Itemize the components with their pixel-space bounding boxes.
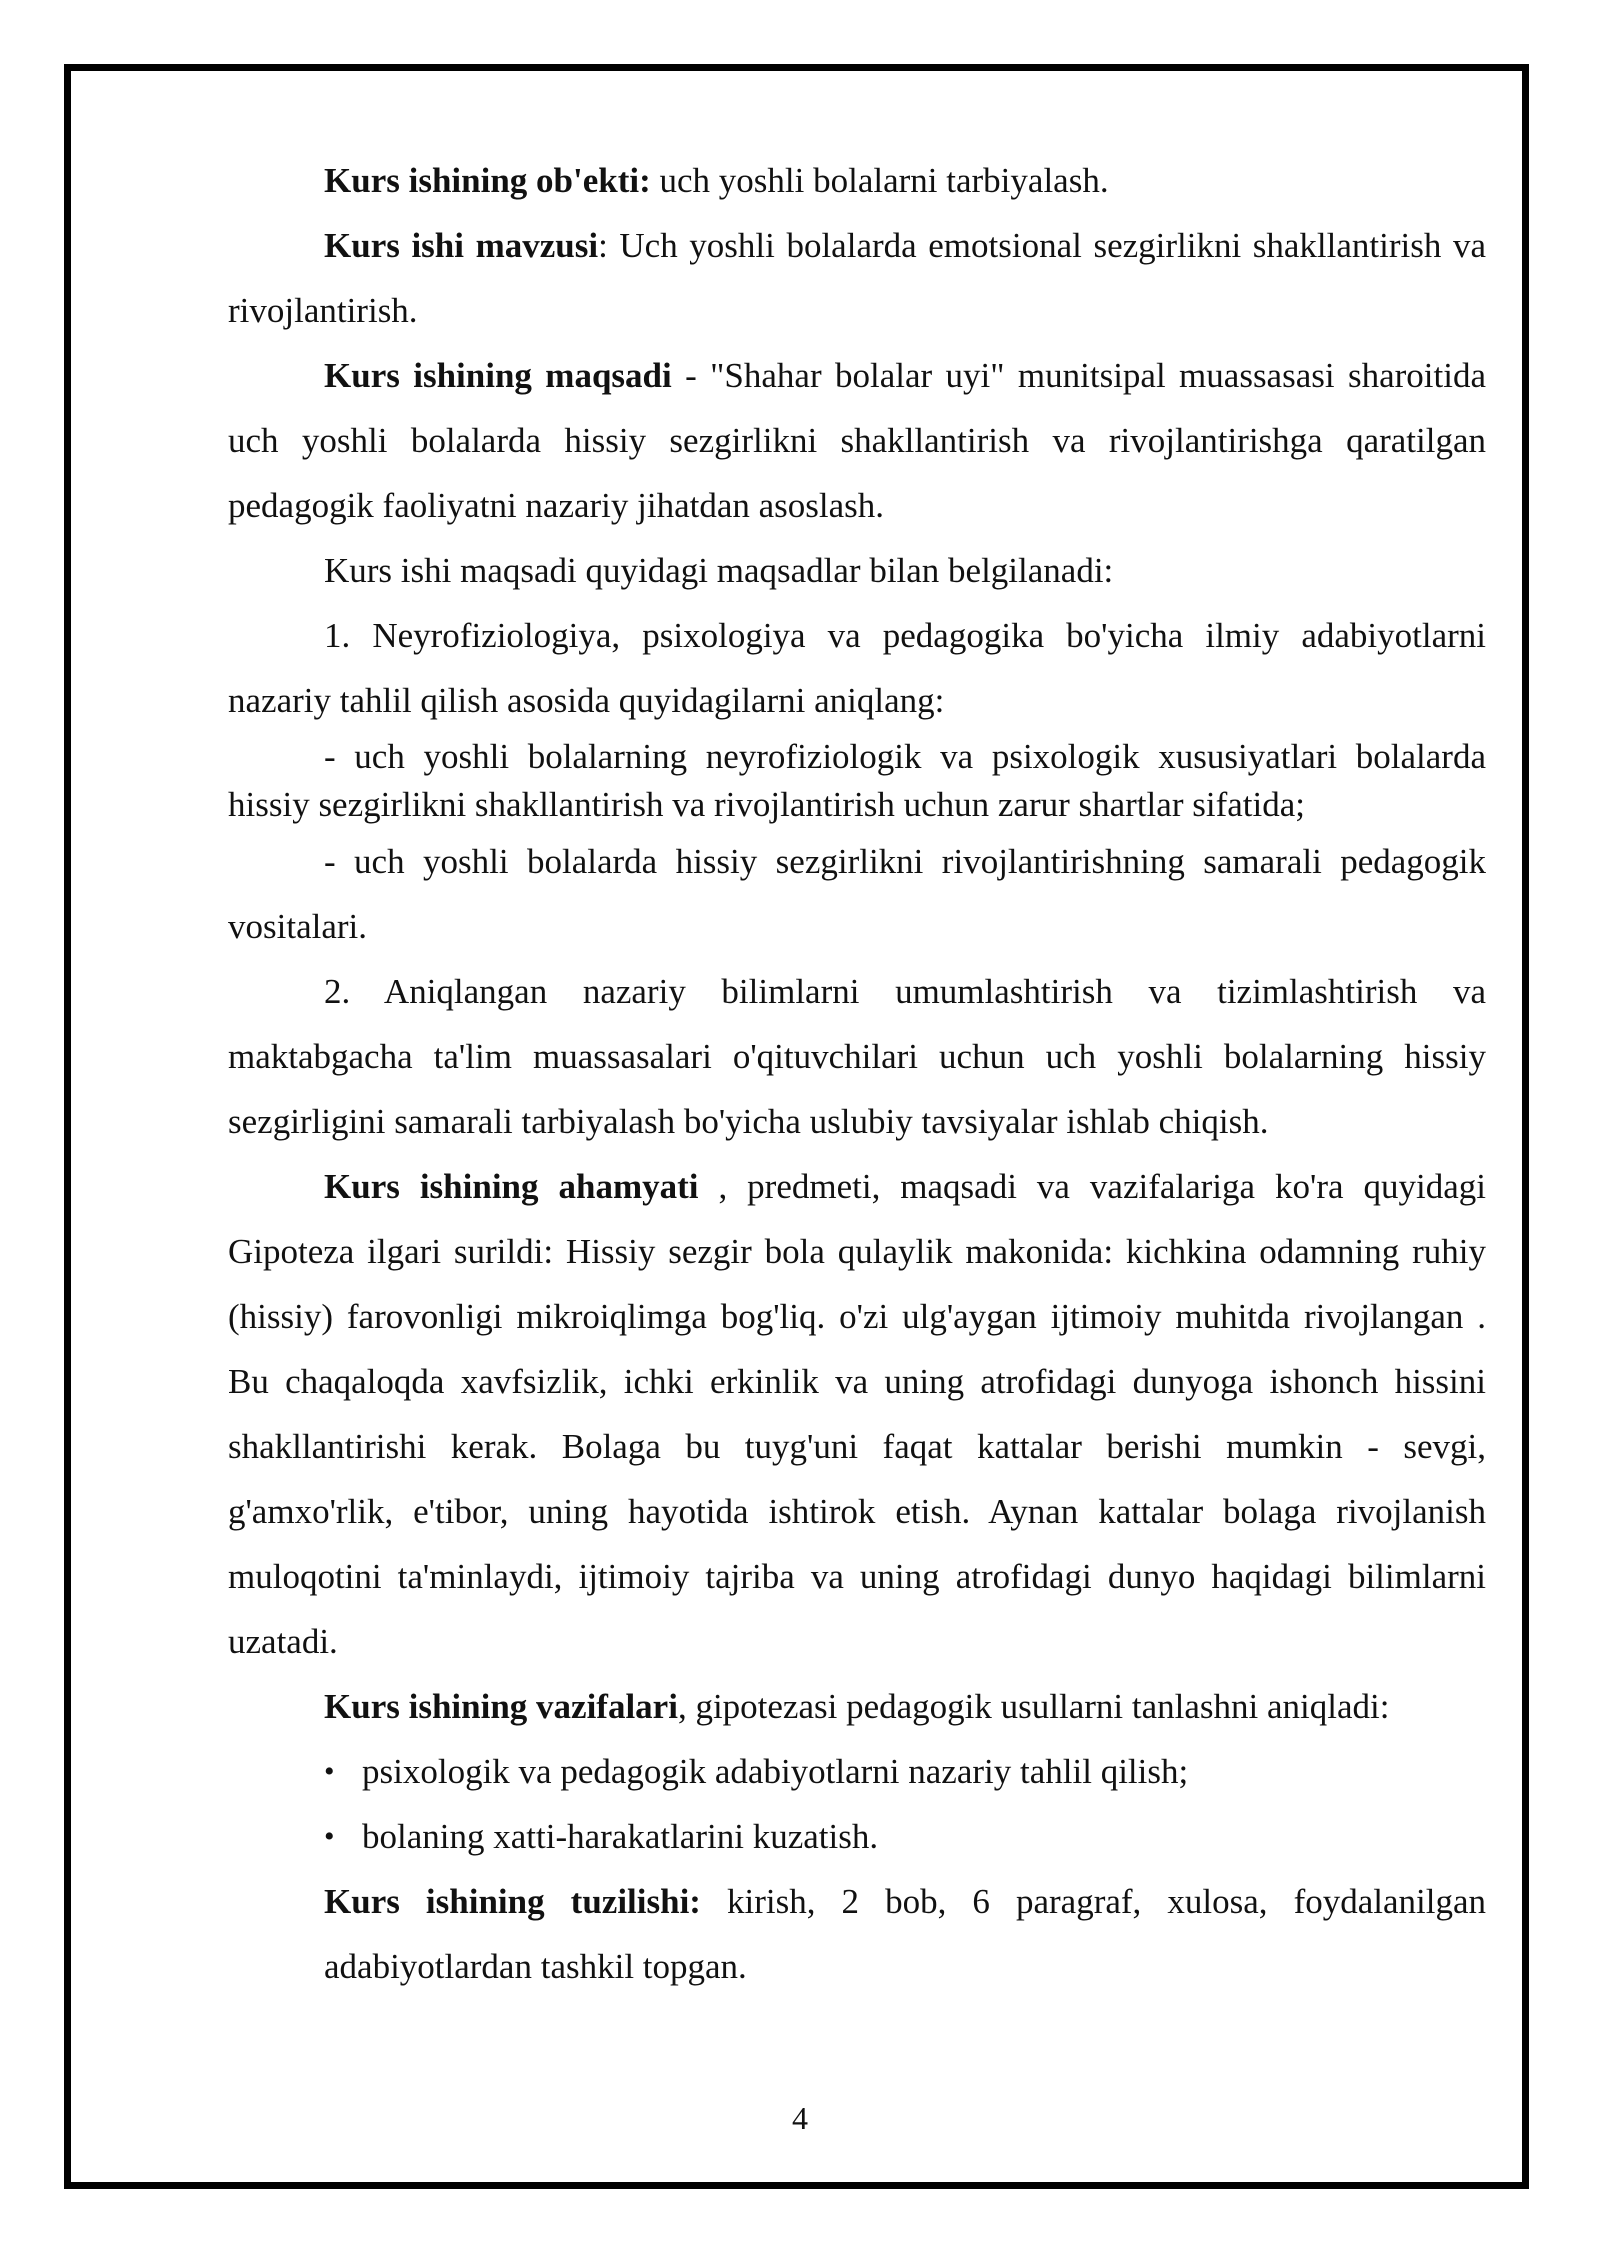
paragraph-text: , predmeti, maqsadi va vazifalariga ko'ra quyidagi Gipoteza ilgari surildi: Hissiy sezgir bola qulaylik makonida: kichkina odamning ruhiy (hissiy) farovonligi mikroiqlimga bog'liq. o'zi ulg'aygan ijtimoiy muhitda rivojlangan . Bu chaqaloqda xavfsizlik, ichki erkinlik va uning atrofidagi dunyoga ishonch hissini shakllantirishi kerak. Bolaga bu tuyg'uni faqat kattalar berishi mumkin - sevgi, g'amxo'rlik, e'tibor, uning hayotida ishtirok etish. Aynan kattalar bolaga rivojlanish muloqotini ta'minlaydi, ijtimoiy tajriba va uning atrofidagi dunyo haqidagi bilimlarni uzatadi.	[228, 1167, 1486, 1661]
paragraph-goals-intro: Kurs ishi maqsadi quyidagi maqsadlar bilan belgilanadi:	[324, 551, 1114, 590]
bullet-icon: •	[324, 1820, 335, 1853]
paragraph-text: : Uch yoshli bolalarda emotsional sezgirlikni shakllantirish va rivojlantirish.	[228, 226, 1486, 330]
list-item	[228, 1739, 1486, 1804]
list-item-text: bolaning xatti-harakatlarini kuzatish.	[362, 1817, 879, 1856]
paragraph-item-2: 2. Aniqlangan nazariy bilimlarni umumlashtirish va tizimlashtirish va maktabgacha ta'lim muassasalari o'qituvchilari uchun uch yoshli bolalarning hissiy sezgirligini samarali tarbiyalash bo'yicha uslubiy tavsiyalar ishlab chiqish.	[228, 972, 1486, 1141]
paragraph-text: - "Shahar bolalar uyi" munitsipal muassasasi sharoitida uch yoshli bolalarda hissiy sezgirlikni shakllantirish va rivojlantirishga qaratilgan pedagogik faoliyatni nazariy jihatdan asoslash.	[228, 356, 1486, 525]
list-item	[228, 1804, 1486, 1869]
bold-label: Kurs ishining ob'ekti:	[324, 161, 651, 200]
bold-label: Kurs ishining ahamyati	[324, 1167, 699, 1206]
page-number: 4	[792, 2100, 808, 2136]
paragraph-text: kirish, 2 bob, 6 paragraf, xulosa, foydalanilgan adabiyotlardan tashkil topgan.	[324, 1882, 1486, 1986]
bold-label: Kurs ishining tuzilishi:	[324, 1882, 701, 1921]
paragraph-dash-1: - uch yoshli bolalarning neyrofiziologik va psixologik xususiyatlari bolalarda hissiy sezgirlikni shakllantirish va rivojlantirish uchun zarur shartlar sifatida;	[228, 737, 1486, 824]
bold-label: Kurs ishi mavzusi	[324, 226, 599, 265]
bold-label: Kurs ishining vazifalari	[324, 1687, 678, 1726]
bold-label: Kurs ishining maqsadi	[324, 356, 672, 395]
paragraph-object	[228, 148, 1486, 213]
paragraph-text: uch yoshli bolalarni tarbiyalash.	[650, 161, 1109, 200]
paragraph-text: , gipotezasi pedagogik usullarni tanlashni aniqladi:	[677, 1687, 1390, 1726]
paragraph-relevance	[228, 1154, 1486, 1674]
bullet-icon: •	[324, 1755, 335, 1788]
paragraph-structure	[228, 1869, 1486, 1999]
paragraph-item-1: 1. Neyrofiziologiya, psixologiya va pedagogika bo'yicha ilmiy adabiyotlarni nazariy tahlil qilish asosida quyidagilarni aniqlang:	[228, 616, 1486, 720]
list-item-text: psixologik va pedagogik adabiyotlarni nazariy tahlil qilish;	[362, 1752, 1189, 1791]
paragraph-goal	[228, 343, 1486, 538]
document-body	[228, 148, 1486, 1999]
paragraph-dash-2: - uch yoshli bolalarda hissiy sezgirlikni rivojlantirishning samarali pedagogik vositalari.	[228, 842, 1486, 946]
paragraph-tasks	[228, 1674, 1486, 1739]
paragraph-topic	[228, 213, 1486, 343]
